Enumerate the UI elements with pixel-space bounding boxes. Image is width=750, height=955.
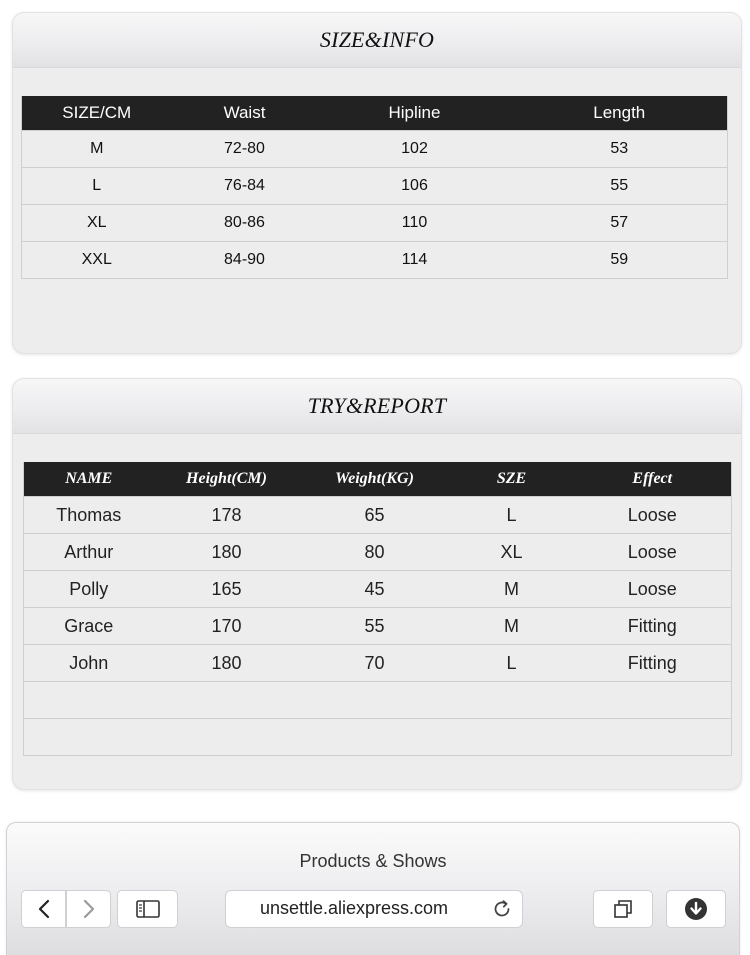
length-cell: 57: [512, 205, 728, 242]
name-cell: Polly: [24, 571, 154, 608]
size-info-title: SIZE&INFO: [319, 27, 435, 52]
weight-cell: 65: [300, 497, 450, 534]
browser-toolbar: [6, 822, 740, 955]
weight-cell: 55: [300, 608, 450, 645]
size-info-panel: [12, 12, 742, 354]
table-row: [24, 571, 732, 608]
url-text: unsettle.aliexpress.com: [259, 898, 449, 918]
try-report-title: TRY&REPORT: [307, 393, 447, 418]
effect-cell: Loose: [574, 571, 732, 608]
try-header-effect: Effect: [574, 462, 732, 497]
reload-icon[interactable]: [491, 898, 513, 920]
browser-page-title: Products & Shows: [299, 851, 447, 871]
name-cell: Arthur: [24, 534, 154, 571]
height-cell: 170: [154, 608, 300, 645]
size-cell: XL: [22, 205, 172, 242]
download-icon: [684, 897, 708, 921]
try-table-header-row: [24, 462, 732, 497]
waist-cell: 80-86: [172, 205, 318, 242]
table-row: [22, 168, 728, 205]
size-cell: XL: [450, 534, 574, 571]
size-header-hipline: Hipline: [318, 96, 512, 131]
length-cell: 55: [512, 168, 728, 205]
table-row: [24, 719, 732, 756]
weight-cell: 70: [300, 645, 450, 682]
hipline-cell: 114: [318, 242, 512, 279]
hipline-cell: 106: [318, 168, 512, 205]
try-header-name: NAME: [24, 462, 154, 497]
effect-cell: [574, 682, 732, 719]
chevron-left-icon: [36, 898, 52, 920]
sidebar-button[interactable]: [117, 890, 178, 928]
name-cell: [24, 719, 154, 756]
try-header-size: SZE: [450, 462, 574, 497]
size-header-waist: Waist: [172, 96, 318, 131]
size-cell: M: [22, 131, 172, 168]
name-cell: Grace: [24, 608, 154, 645]
length-cell: 53: [512, 131, 728, 168]
waist-cell: 84-90: [172, 242, 318, 279]
forward-button[interactable]: [66, 890, 111, 928]
height-cell: 165: [154, 571, 300, 608]
effect-cell: Loose: [574, 497, 732, 534]
table-row: [24, 608, 732, 645]
try-header-height: Height(CM): [154, 462, 300, 497]
height-cell: [154, 719, 300, 756]
hipline-cell: 102: [318, 131, 512, 168]
table-row: [22, 131, 728, 168]
size-cell: [450, 682, 574, 719]
download-button[interactable]: [666, 890, 726, 928]
waist-cell: 76-84: [172, 168, 318, 205]
size-table-header-row: [22, 96, 728, 131]
size-cell: L: [450, 645, 574, 682]
effect-cell: Fitting: [574, 645, 732, 682]
effect-cell: Fitting: [574, 608, 732, 645]
try-report-panel: [12, 378, 742, 790]
back-button[interactable]: [21, 890, 66, 928]
size-cell: M: [450, 571, 574, 608]
try-header-weight: Weight(KG): [300, 462, 450, 497]
size-header-size: SIZE/CM: [22, 96, 172, 131]
height-cell: [154, 682, 300, 719]
weight-cell: [300, 719, 450, 756]
size-cell: L: [22, 168, 172, 205]
height-cell: 178: [154, 497, 300, 534]
table-row: [24, 497, 732, 534]
name-cell: Thomas: [24, 497, 154, 534]
weight-cell: [300, 682, 450, 719]
size-cell: L: [450, 497, 574, 534]
table-row: [24, 645, 732, 682]
size-cell: XXL: [22, 242, 172, 279]
height-cell: 180: [154, 645, 300, 682]
effect-cell: [574, 719, 732, 756]
table-row: [24, 682, 732, 719]
height-cell: 180: [154, 534, 300, 571]
size-cell: M: [450, 608, 574, 645]
chevron-right-icon: [81, 898, 97, 920]
table-row: [22, 242, 728, 279]
tabs-icon: [612, 898, 634, 920]
weight-cell: 45: [300, 571, 450, 608]
tabs-button[interactable]: [593, 890, 653, 928]
size-cell: [450, 719, 574, 756]
size-header-length: Length: [512, 96, 728, 131]
weight-cell: 80: [300, 534, 450, 571]
hipline-cell: 110: [318, 205, 512, 242]
name-cell: [24, 682, 154, 719]
size-chart-table: [21, 96, 728, 279]
table-row: [22, 205, 728, 242]
try-report-table: [23, 462, 732, 756]
effect-cell: Loose: [574, 534, 732, 571]
size-info-header: [13, 13, 741, 68]
try-report-header: [13, 379, 741, 434]
name-cell: John: [24, 645, 154, 682]
length-cell: 59: [512, 242, 728, 279]
sidebar-icon: [136, 900, 160, 918]
table-row: [24, 534, 732, 571]
address-bar[interactable]: [225, 890, 523, 928]
waist-cell: 72-80: [172, 131, 318, 168]
